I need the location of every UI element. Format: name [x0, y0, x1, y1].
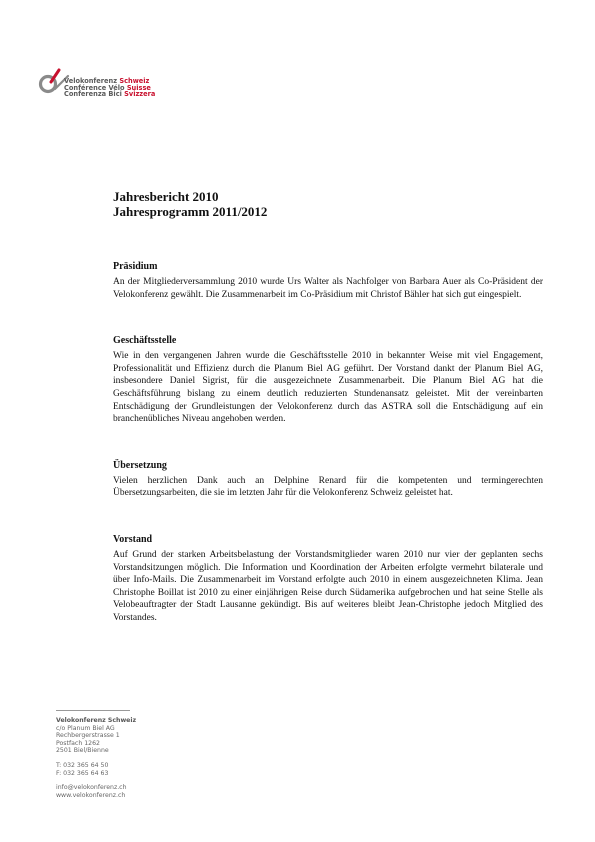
section-text: Wie in den vergangenen Jahren wurde die Geschäftsstelle 2010 in bekannter Weise mit viel Engagement, Professionalität und Effizienz durch die Planum Biel AG geführt. Der Vorstand dankt der Planum Biel AG, insbesondere Daniel Sigrist, für die ausgezeichnete Zusammenarbeit. Die Planum Biel AG hat die Geschäftsführung bislang zu einem deutlich reduzierten Stundenansatz geleistet. Mit der vereinbarten Entschädigung der Grundleistungen der Velokonferenz durch das ASTRA soll die Entschädigung auf ein branchenübliches Niveau angehoben werden.	[113, 351, 543, 425]
logo-line-fr: Conférence Vélo Suisse	[64, 83, 151, 92]
section-geschaeftsstelle	[113, 334, 543, 426]
footer-phone: T: 032 365 64 50	[56, 761, 109, 769]
footer-address	[56, 717, 136, 799]
footer-line: Rechbergerstrasse 1	[56, 732, 120, 740]
section-uebersetzung	[113, 459, 543, 500]
title-line-2: Jahresprogramm 2011/2012	[113, 204, 268, 219]
footer-website[interactable]: www.velokonferenz.ch	[56, 791, 126, 799]
footer-line: 2501 Biel/Bienne	[56, 747, 109, 755]
footer-line: c/o Planum Biel AG	[56, 724, 115, 732]
logo	[38, 64, 158, 104]
section-praesidium	[113, 260, 543, 301]
section-heading: Geschäftsstelle	[113, 335, 177, 347]
section-text: An der Mitgliederversammlung 2010 wurde Urs Walter als Nachfolger von Barbara Auer als Co-Präsident der Velokonferenz gewählt. Die Zusammenarbeit im Co-Präsidium mit Christof Bähler hat sich gut eingespielt.	[113, 277, 543, 300]
footer-line: Postfach 1262	[56, 739, 100, 747]
logo-line-de: Velokonferenz Schweiz	[64, 77, 150, 85]
section-heading: Übersetzung	[113, 459, 167, 471]
footer-email[interactable]: info@velokonferenz.ch	[56, 784, 127, 792]
section-text: Vielen herzlichen Dank auch an Delphine Renard für die kompetenten und termingerechten Übersetzungsarbeiten, die sie im letzten Jahr für die Velokonferenz Schweiz geleistet hat.	[113, 475, 543, 499]
footer-fax: F: 032 365 64 63	[56, 769, 109, 777]
section-text: Auf Grund der starken Arbeitsbelastung der Vorstandsmitglieder waren 2010 nur vier der geplanten sechs Vorstandsitzungen möglich. Die Information und Koordination der Arbeiten erfolgte vermehrt bilaterale und über Info-Mails. Die Zusammenarbeit im Vorstand erfolgte auch 2010 in einem ausgezeichneten Klima. Jean Christophe Boillat ist 2010 zu einer einjährigen Reise durch Südamerika aufgebrochen und hat seine Stelle als Velobeauftragter der Stadt Lausanne gekündigt. Bis auf weiteres bleibt Jean-Christophe jedoch Mitglied des Vorstandes.	[113, 549, 543, 623]
section-heading: Vorstand	[113, 533, 153, 545]
title-line-1: Jahresbericht 2010	[113, 189, 219, 204]
logo-line-it: Conferenza Bici Svizzera	[64, 90, 156, 99]
section-vorstand	[113, 533, 543, 625]
document-title	[113, 189, 543, 219]
footer-org: Velokonferenz Schweiz	[56, 717, 137, 724]
document-body	[113, 189, 543, 625]
footer-divider	[56, 710, 130, 711]
section-heading: Präsidium	[113, 261, 158, 272]
logo-wordmark	[64, 78, 155, 98]
